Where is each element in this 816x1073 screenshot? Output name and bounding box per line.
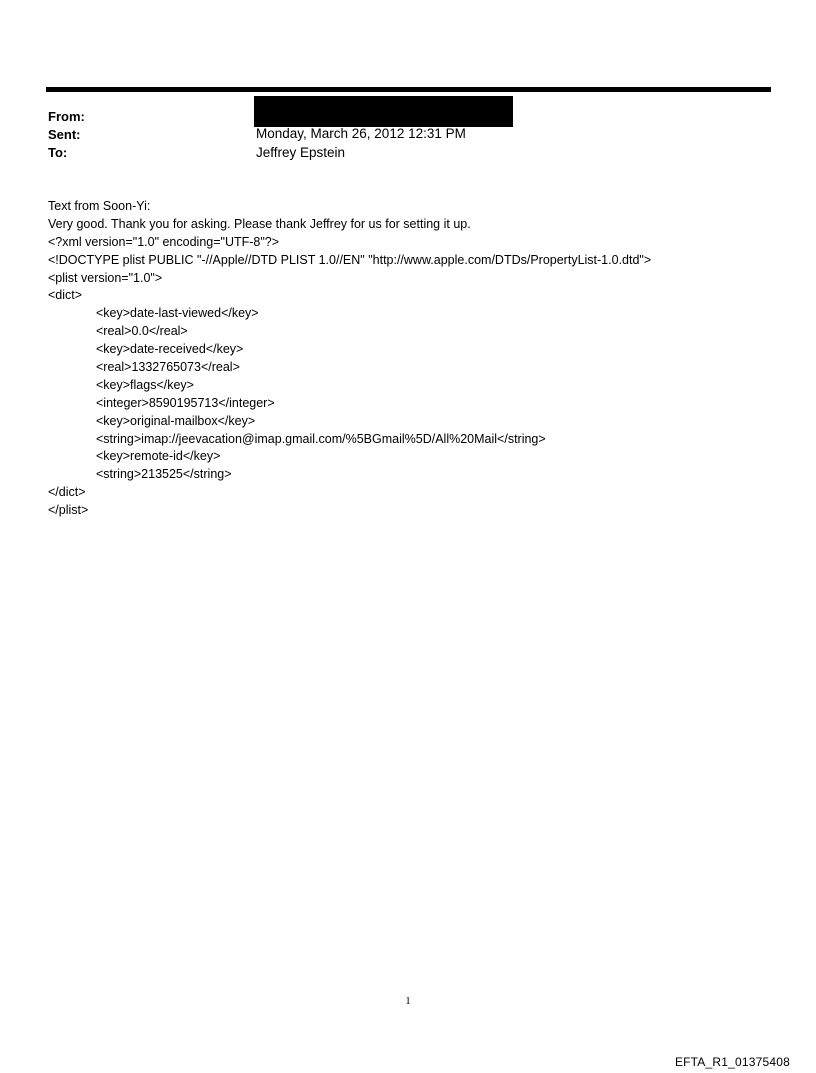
body-line: <integer>8590195713</integer> <box>96 395 275 410</box>
to-label: To: <box>48 145 68 160</box>
body-line: </plist> <box>48 503 89 518</box>
body-line: Text from Soon-Yi: <box>48 199 151 213</box>
body-line: <key>remote-id</key> <box>96 449 221 464</box>
body-line: <key>date-received</key> <box>96 342 244 357</box>
email-body <box>48 198 768 520</box>
to-value: Jeffrey Epstein <box>256 145 346 160</box>
body-line: <dict> <box>48 288 83 303</box>
body-line: <?xml version="1.0" encoding="UTF-8"?> <box>48 234 280 249</box>
body-line: <plist version="1.0"> <box>48 270 163 285</box>
body-line: <string>imap://jeevacation@imap.gmail.com/%5BGmail%5D/All%20Mail</string> <box>96 431 546 446</box>
body-line: <real>0.0</real> <box>96 324 188 339</box>
body-line: <string>213525</string> <box>96 467 232 482</box>
body-line: <key>date-last-viewed</key> <box>96 306 259 321</box>
body-line: <!DOCTYPE plist PUBLIC "-//Apple//DTD PLIST 1.0//EN" "http://www.apple.com/DTDs/PropertyList-1.0.dtd"> <box>48 252 652 267</box>
page-number: 1 <box>405 995 411 1007</box>
redaction-box <box>254 96 513 127</box>
sent-value: Monday, March 26, 2012 12:31 PM <box>256 126 466 141</box>
header-rule <box>46 87 771 92</box>
body-line: <real>1332765073</real> <box>96 360 240 375</box>
body-line: <key>flags</key> <box>96 377 194 392</box>
from-label: From: <box>48 109 85 124</box>
body-line: </dict> <box>48 485 86 500</box>
document-id: EFTA_R1_01375408 <box>674 1055 790 1069</box>
body-line: Very good. Thank you for asking. Please thank Jeffrey for us for setting it up. <box>48 216 471 231</box>
sent-label: Sent: <box>48 127 81 142</box>
body-line: <key>original-mailbox</key> <box>96 413 256 428</box>
